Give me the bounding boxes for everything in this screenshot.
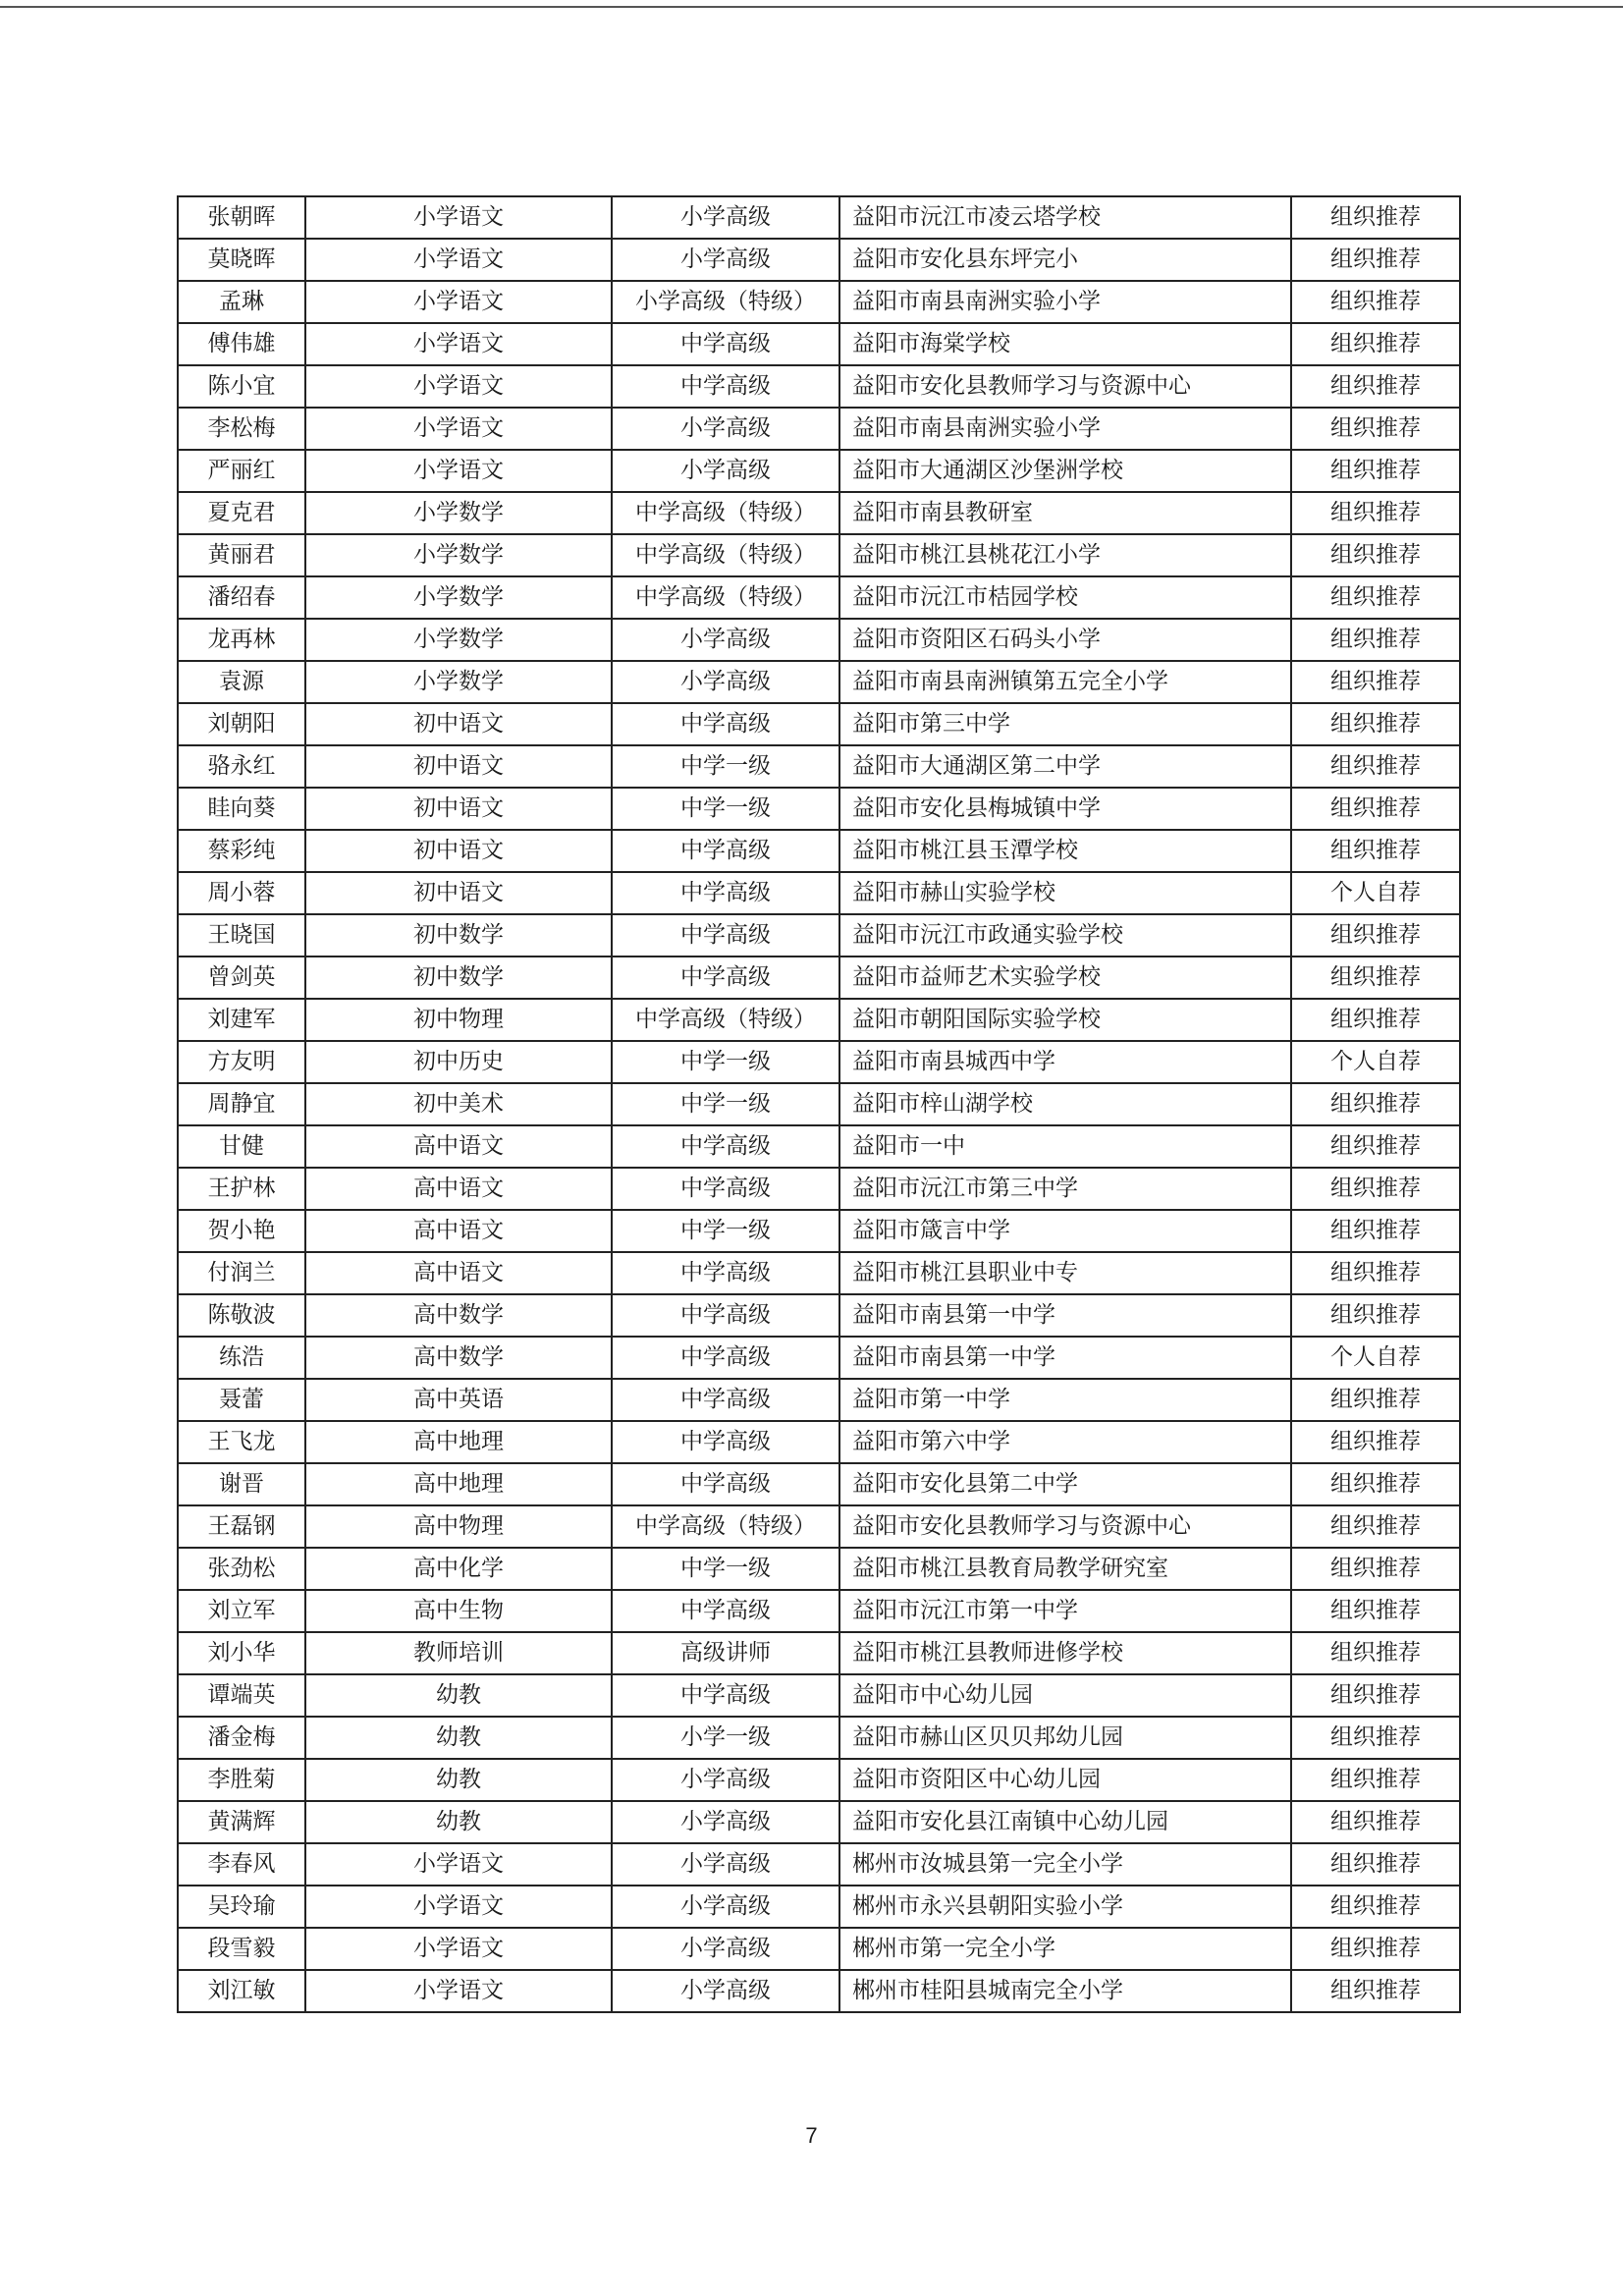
table-row xyxy=(178,239,1460,281)
table-row xyxy=(178,1252,1460,1294)
recommendation-cell: 组织推荐 xyxy=(1291,1379,1460,1421)
subject-cell: 小学语文 xyxy=(305,1970,612,2012)
teacher-name-cell: 李春风 xyxy=(178,1843,305,1886)
rank-cell: 中学高级 xyxy=(612,703,839,745)
teacher-name-cell: 李胜菊 xyxy=(178,1759,305,1801)
recommendation-cell: 组织推荐 xyxy=(1291,1168,1460,1210)
teacher-name-cell: 傅伟雄 xyxy=(178,323,305,365)
table-row xyxy=(178,1717,1460,1759)
table-row xyxy=(178,1843,1460,1886)
recommendation-cell: 组织推荐 xyxy=(1291,1801,1460,1843)
school-cell: 益阳市益师艺术实验学校 xyxy=(839,957,1291,999)
table-row xyxy=(178,1125,1460,1168)
school-cell: 益阳市桃江县教育局教学研究室 xyxy=(839,1548,1291,1590)
teacher-name-cell: 刘小华 xyxy=(178,1632,305,1674)
recommendation-cell: 组织推荐 xyxy=(1291,1759,1460,1801)
subject-cell: 初中数学 xyxy=(305,957,612,999)
table-row xyxy=(178,408,1460,450)
teacher-name-cell: 孟琳 xyxy=(178,281,305,323)
school-cell: 益阳市赫山区贝贝邦幼儿园 xyxy=(839,1717,1291,1759)
table-row xyxy=(178,365,1460,408)
table-row xyxy=(178,1759,1460,1801)
school-cell: 益阳市安化县梅城镇中学 xyxy=(839,788,1291,830)
table-row xyxy=(178,576,1460,619)
rank-cell: 中学高级（特级） xyxy=(612,492,839,534)
subject-cell: 高中语文 xyxy=(305,1125,612,1168)
subject-cell: 初中语文 xyxy=(305,788,612,830)
recommendation-cell: 个人自荐 xyxy=(1291,872,1460,914)
school-cell: 益阳市安化县教师学习与资源中心 xyxy=(839,1505,1291,1548)
table-row xyxy=(178,619,1460,661)
rank-cell: 中学一级 xyxy=(612,788,839,830)
school-cell: 益阳市大通湖区沙堡洲学校 xyxy=(839,450,1291,492)
school-cell: 益阳市沅江市政通实验学校 xyxy=(839,914,1291,957)
table-row xyxy=(178,1041,1460,1083)
teacher-name-cell: 蔡彩纯 xyxy=(178,830,305,872)
subject-cell: 高中生物 xyxy=(305,1590,612,1632)
school-cell: 益阳市大通湖区第二中学 xyxy=(839,745,1291,788)
subject-cell: 高中语文 xyxy=(305,1168,612,1210)
table-row xyxy=(178,745,1460,788)
table-row xyxy=(178,703,1460,745)
recommendation-cell: 组织推荐 xyxy=(1291,1463,1460,1505)
subject-cell: 小学语文 xyxy=(305,1843,612,1886)
rank-cell: 中学高级（特级） xyxy=(612,1505,839,1548)
rank-cell: 中学高级（特级） xyxy=(612,999,839,1041)
rank-cell: 中学高级 xyxy=(612,1421,839,1463)
school-cell: 益阳市南县第一中学 xyxy=(839,1337,1291,1379)
school-cell: 益阳市桃江县玉潭学校 xyxy=(839,830,1291,872)
subject-cell: 初中物理 xyxy=(305,999,612,1041)
rank-cell: 小学高级 xyxy=(612,196,839,239)
table-row xyxy=(178,1970,1460,2012)
teacher-name-cell: 龙再林 xyxy=(178,619,305,661)
recommendation-cell: 组织推荐 xyxy=(1291,1125,1460,1168)
subject-cell: 小学语文 xyxy=(305,239,612,281)
subject-cell: 小学语文 xyxy=(305,281,612,323)
recommendation-cell: 组织推荐 xyxy=(1291,830,1460,872)
subject-cell: 小学数学 xyxy=(305,492,612,534)
rank-cell: 中学一级 xyxy=(612,1548,839,1590)
teacher-name-cell: 李松梅 xyxy=(178,408,305,450)
rank-cell: 中学高级 xyxy=(612,1252,839,1294)
recommendation-cell: 组织推荐 xyxy=(1291,1843,1460,1886)
rank-cell: 中学高级 xyxy=(612,957,839,999)
teacher-name-cell: 刘立军 xyxy=(178,1590,305,1632)
subject-cell: 教师培训 xyxy=(305,1632,612,1674)
school-cell: 郴州市第一完全小学 xyxy=(839,1928,1291,1970)
recommendation-cell: 组织推荐 xyxy=(1291,1548,1460,1590)
recommendation-cell: 组织推荐 xyxy=(1291,239,1460,281)
table-row xyxy=(178,1928,1460,1970)
table-row xyxy=(178,1421,1460,1463)
table-row xyxy=(178,1379,1460,1421)
recommendation-cell: 组织推荐 xyxy=(1291,281,1460,323)
teacher-name-cell: 张朝晖 xyxy=(178,196,305,239)
subject-cell: 幼教 xyxy=(305,1674,612,1717)
rank-cell: 小学高级 xyxy=(612,619,839,661)
teacher-name-cell: 黄丽君 xyxy=(178,534,305,576)
subject-cell: 幼教 xyxy=(305,1759,612,1801)
table-row xyxy=(178,1083,1460,1125)
subject-cell: 幼教 xyxy=(305,1801,612,1843)
rank-cell: 中学高级（特级） xyxy=(612,534,839,576)
teacher-name-cell: 眭向葵 xyxy=(178,788,305,830)
recommendation-cell: 组织推荐 xyxy=(1291,661,1460,703)
teacher-name-cell: 夏克君 xyxy=(178,492,305,534)
teacher-name-cell: 谭端英 xyxy=(178,1674,305,1717)
page-number: 7 xyxy=(805,2123,818,2148)
school-cell: 益阳市沅江市第三中学 xyxy=(839,1168,1291,1210)
teacher-name-cell: 吴玲瑜 xyxy=(178,1886,305,1928)
recommendation-cell: 个人自荐 xyxy=(1291,1337,1460,1379)
subject-cell: 初中语文 xyxy=(305,872,612,914)
teacher-name-cell: 王晓国 xyxy=(178,914,305,957)
school-cell: 益阳市赫山实验学校 xyxy=(839,872,1291,914)
subject-cell: 高中数学 xyxy=(305,1337,612,1379)
school-cell: 郴州市汝城县第一完全小学 xyxy=(839,1843,1291,1886)
rank-cell: 中学高级 xyxy=(612,1379,839,1421)
subject-cell: 小学数学 xyxy=(305,576,612,619)
table-row xyxy=(178,534,1460,576)
table-row xyxy=(178,914,1460,957)
rank-cell: 小学高级 xyxy=(612,1886,839,1928)
school-cell: 益阳市朝阳国际实验学校 xyxy=(839,999,1291,1041)
recommendation-cell: 组织推荐 xyxy=(1291,576,1460,619)
table-row xyxy=(178,281,1460,323)
subject-cell: 高中地理 xyxy=(305,1463,612,1505)
school-cell: 益阳市箴言中学 xyxy=(839,1210,1291,1252)
recommendation-cell: 组织推荐 xyxy=(1291,323,1460,365)
rank-cell: 小学一级 xyxy=(612,1717,839,1759)
school-cell: 益阳市桃江县桃花江小学 xyxy=(839,534,1291,576)
recommendation-cell: 组织推荐 xyxy=(1291,1505,1460,1548)
recommendation-cell: 组织推荐 xyxy=(1291,1632,1460,1674)
rank-cell: 高级讲师 xyxy=(612,1632,839,1674)
recommendation-cell: 组织推荐 xyxy=(1291,1210,1460,1252)
school-cell: 益阳市桃江县职业中专 xyxy=(839,1252,1291,1294)
recommendation-cell: 组织推荐 xyxy=(1291,1252,1460,1294)
rank-cell: 中学高级（特级） xyxy=(612,576,839,619)
school-cell: 益阳市南县南洲实验小学 xyxy=(839,281,1291,323)
school-cell: 益阳市沅江市桔园学校 xyxy=(839,576,1291,619)
subject-cell: 高中语文 xyxy=(305,1210,612,1252)
recommendation-cell: 组织推荐 xyxy=(1291,1590,1460,1632)
rank-cell: 中学一级 xyxy=(612,745,839,788)
rank-cell: 中学高级 xyxy=(612,1590,839,1632)
teacher-name-cell: 王护林 xyxy=(178,1168,305,1210)
subject-cell: 初中语文 xyxy=(305,745,612,788)
top-rule xyxy=(0,6,1623,8)
rank-cell: 中学高级 xyxy=(612,1337,839,1379)
school-cell: 益阳市沅江市第一中学 xyxy=(839,1590,1291,1632)
teacher-name-cell: 黄满辉 xyxy=(178,1801,305,1843)
rank-cell: 中学高级 xyxy=(612,1463,839,1505)
teacher-name-cell: 潘金梅 xyxy=(178,1717,305,1759)
school-cell: 益阳市第一中学 xyxy=(839,1379,1291,1421)
school-cell: 益阳市沅江市凌云塔学校 xyxy=(839,196,1291,239)
school-cell: 益阳市南县南洲实验小学 xyxy=(839,408,1291,450)
teacher-name-cell: 陈敬波 xyxy=(178,1294,305,1337)
table-row xyxy=(178,1548,1460,1590)
rank-cell: 小学高级（特级） xyxy=(612,281,839,323)
rank-cell: 小学高级 xyxy=(612,239,839,281)
teacher-name-cell: 王磊钢 xyxy=(178,1505,305,1548)
table-row xyxy=(178,1801,1460,1843)
subject-cell: 高中数学 xyxy=(305,1294,612,1337)
school-cell: 郴州市永兴县朝阳实验小学 xyxy=(839,1886,1291,1928)
recommendation-cell: 组织推荐 xyxy=(1291,745,1460,788)
teacher-name-cell: 莫晓晖 xyxy=(178,239,305,281)
rank-cell: 中学一级 xyxy=(612,1041,839,1083)
rank-cell: 中学高级 xyxy=(612,1125,839,1168)
school-cell: 益阳市中心幼儿园 xyxy=(839,1674,1291,1717)
subject-cell: 高中物理 xyxy=(305,1505,612,1548)
school-cell: 益阳市南县城西中学 xyxy=(839,1041,1291,1083)
rank-cell: 中学高级 xyxy=(612,872,839,914)
school-cell: 益阳市南县第一中学 xyxy=(839,1294,1291,1337)
recommendation-cell: 组织推荐 xyxy=(1291,534,1460,576)
teacher-name-cell: 聂蕾 xyxy=(178,1379,305,1421)
rank-cell: 中学高级 xyxy=(612,1294,839,1337)
subject-cell: 小学语文 xyxy=(305,408,612,450)
rank-cell: 小学高级 xyxy=(612,1759,839,1801)
table-row xyxy=(178,1632,1460,1674)
rank-cell: 小学高级 xyxy=(612,1843,839,1886)
teacher-name-cell: 方友明 xyxy=(178,1041,305,1083)
school-cell: 益阳市资阳区中心幼儿园 xyxy=(839,1759,1291,1801)
school-cell: 益阳市南县南洲镇第五完全小学 xyxy=(839,661,1291,703)
subject-cell: 初中语文 xyxy=(305,830,612,872)
recommendation-cell: 组织推荐 xyxy=(1291,408,1460,450)
school-cell: 益阳市安化县第二中学 xyxy=(839,1463,1291,1505)
subject-cell: 小学语文 xyxy=(305,450,612,492)
school-cell: 益阳市第三中学 xyxy=(839,703,1291,745)
rank-cell: 中学高级 xyxy=(612,914,839,957)
rank-cell: 小学高级 xyxy=(612,1928,839,1970)
school-cell: 益阳市海棠学校 xyxy=(839,323,1291,365)
recommendation-cell: 组织推荐 xyxy=(1291,1928,1460,1970)
table-row xyxy=(178,999,1460,1041)
table-row xyxy=(178,1463,1460,1505)
rank-cell: 小学高级 xyxy=(612,1801,839,1843)
school-cell: 益阳市梓山湖学校 xyxy=(839,1083,1291,1125)
subject-cell: 小学语文 xyxy=(305,196,612,239)
rank-cell: 中学高级 xyxy=(612,1674,839,1717)
subject-cell: 高中语文 xyxy=(305,1252,612,1294)
recommendation-cell: 组织推荐 xyxy=(1291,1970,1460,2012)
school-cell: 益阳市安化县江南镇中心幼儿园 xyxy=(839,1801,1291,1843)
subject-cell: 小学语文 xyxy=(305,1886,612,1928)
teacher-name-cell: 曾剑英 xyxy=(178,957,305,999)
subject-cell: 高中英语 xyxy=(305,1379,612,1421)
teacher-name-cell: 练浩 xyxy=(178,1337,305,1379)
teacher-name-cell: 周小蓉 xyxy=(178,872,305,914)
subject-cell: 高中地理 xyxy=(305,1421,612,1463)
teacher-name-cell: 段雪毅 xyxy=(178,1928,305,1970)
rank-cell: 小学高级 xyxy=(612,661,839,703)
rank-cell: 中学一级 xyxy=(612,1210,839,1252)
table-row xyxy=(178,1210,1460,1252)
recommendation-cell: 组织推荐 xyxy=(1291,703,1460,745)
recommendation-cell: 组织推荐 xyxy=(1291,1717,1460,1759)
table-row xyxy=(178,450,1460,492)
rank-cell: 中学高级 xyxy=(612,365,839,408)
recommendation-cell: 组织推荐 xyxy=(1291,365,1460,408)
table-row xyxy=(178,492,1460,534)
rank-cell: 小学高级 xyxy=(612,1970,839,2012)
teacher-name-cell: 刘建军 xyxy=(178,999,305,1041)
school-cell: 益阳市安化县东坪完小 xyxy=(839,239,1291,281)
rank-cell: 中学高级 xyxy=(612,1168,839,1210)
subject-cell: 幼教 xyxy=(305,1717,612,1759)
recommendation-cell: 组织推荐 xyxy=(1291,450,1460,492)
rank-cell: 中学一级 xyxy=(612,1083,839,1125)
recommendation-cell: 组织推荐 xyxy=(1291,788,1460,830)
recommendation-cell: 组织推荐 xyxy=(1291,492,1460,534)
table-row xyxy=(178,323,1460,365)
teacher-name-cell: 王飞龙 xyxy=(178,1421,305,1463)
subject-cell: 小学语文 xyxy=(305,323,612,365)
subject-cell: 高中化学 xyxy=(305,1548,612,1590)
teacher-name-cell: 潘绍春 xyxy=(178,576,305,619)
table-row xyxy=(178,872,1460,914)
rank-cell: 中学高级 xyxy=(612,323,839,365)
subject-cell: 小学数学 xyxy=(305,534,612,576)
recommendation-cell: 组织推荐 xyxy=(1291,1886,1460,1928)
teacher-name-cell: 陈小宜 xyxy=(178,365,305,408)
teacher-name-cell: 付润兰 xyxy=(178,1252,305,1294)
teacher-name-cell: 袁源 xyxy=(178,661,305,703)
teacher-name-cell: 刘朝阳 xyxy=(178,703,305,745)
school-cell: 郴州市桂阳县城南完全小学 xyxy=(839,1970,1291,2012)
table-row xyxy=(178,1674,1460,1717)
table-row xyxy=(178,1886,1460,1928)
subject-cell: 初中历史 xyxy=(305,1041,612,1083)
recommendation-cell: 组织推荐 xyxy=(1291,999,1460,1041)
recommendation-cell: 组织推荐 xyxy=(1291,914,1460,957)
recommendation-cell: 组织推荐 xyxy=(1291,619,1460,661)
roster-table xyxy=(177,195,1461,2013)
subject-cell: 小学语文 xyxy=(305,1928,612,1970)
teacher-name-cell: 刘江敏 xyxy=(178,1970,305,2012)
school-cell: 益阳市安化县教师学习与资源中心 xyxy=(839,365,1291,408)
school-cell: 益阳市资阳区石码头小学 xyxy=(839,619,1291,661)
subject-cell: 初中语文 xyxy=(305,703,612,745)
recommendation-cell: 个人自荐 xyxy=(1291,1041,1460,1083)
recommendation-cell: 组织推荐 xyxy=(1291,1083,1460,1125)
table-row xyxy=(178,788,1460,830)
school-cell: 益阳市南县教研室 xyxy=(839,492,1291,534)
table-row xyxy=(178,957,1460,999)
table-row xyxy=(178,1294,1460,1337)
school-cell: 益阳市第六中学 xyxy=(839,1421,1291,1463)
teacher-name-cell: 贺小艳 xyxy=(178,1210,305,1252)
table-row xyxy=(178,1590,1460,1632)
table-row xyxy=(178,196,1460,239)
roster-body xyxy=(178,196,1460,2012)
teacher-name-cell: 骆永红 xyxy=(178,745,305,788)
table-row xyxy=(178,830,1460,872)
rank-cell: 中学高级 xyxy=(612,830,839,872)
table-row xyxy=(178,1337,1460,1379)
teacher-name-cell: 严丽红 xyxy=(178,450,305,492)
table-row xyxy=(178,661,1460,703)
subject-cell: 初中数学 xyxy=(305,914,612,957)
rank-cell: 小学高级 xyxy=(612,408,839,450)
subject-cell: 小学数学 xyxy=(305,661,612,703)
teacher-name-cell: 甘健 xyxy=(178,1125,305,1168)
teacher-name-cell: 张劲松 xyxy=(178,1548,305,1590)
teacher-name-cell: 谢晋 xyxy=(178,1463,305,1505)
recommendation-cell: 组织推荐 xyxy=(1291,196,1460,239)
recommendation-cell: 组织推荐 xyxy=(1291,1421,1460,1463)
table-row xyxy=(178,1168,1460,1210)
rank-cell: 小学高级 xyxy=(612,450,839,492)
school-cell: 益阳市桃江县教师进修学校 xyxy=(839,1632,1291,1674)
subject-cell: 初中美术 xyxy=(305,1083,612,1125)
recommendation-cell: 组织推荐 xyxy=(1291,1674,1460,1717)
recommendation-cell: 组织推荐 xyxy=(1291,957,1460,999)
subject-cell: 小学语文 xyxy=(305,365,612,408)
subject-cell: 小学数学 xyxy=(305,619,612,661)
recommendation-cell: 组织推荐 xyxy=(1291,1294,1460,1337)
table-row xyxy=(178,1505,1460,1548)
school-cell: 益阳市一中 xyxy=(839,1125,1291,1168)
teacher-name-cell: 周静宜 xyxy=(178,1083,305,1125)
